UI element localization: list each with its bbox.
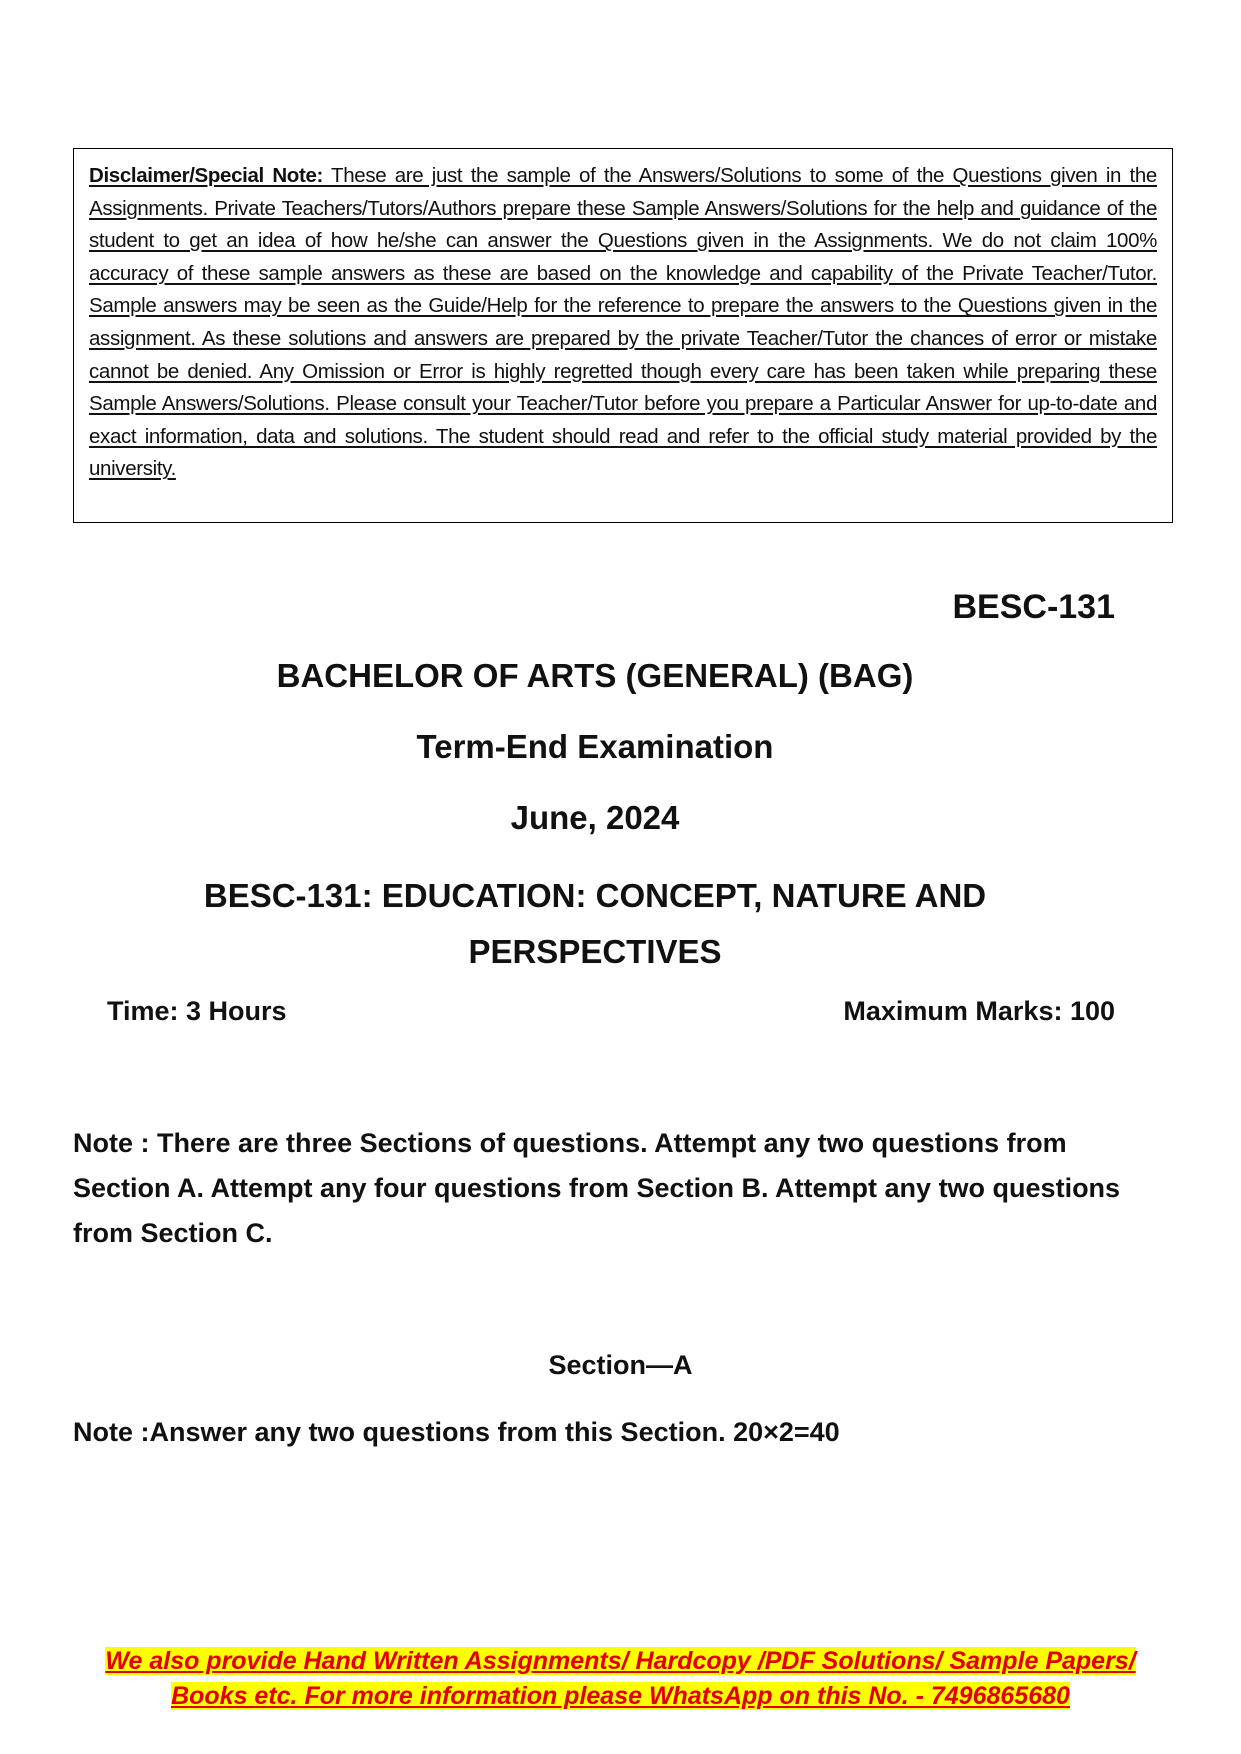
- general-instructions: Note : There are three Sections of questions. Attempt any two questions from Section A. Attempt any four questions from Section B. Attempt any two questions from Section C.: [73, 1128, 1121, 1248]
- disclaimer-label: Disclaimer/Special Note:: [89, 164, 323, 187]
- exam-type: Term-End Examination: [416, 728, 774, 765]
- exam-meta: [107, 996, 1115, 1027]
- section-a-note: Note :Answer any two questions from this Section. 20×2=40: [73, 1417, 840, 1447]
- degree-title: BACHELOR OF ARTS (GENERAL) (BAG): [276, 657, 914, 694]
- promo-line-2: Books etc. For more information please WhatsApp on this No. - 7496865680: [171, 1682, 1070, 1710]
- disclaimer-box: [73, 148, 1173, 523]
- disclaimer-body: These are just the sample of the Answers/Solutions to some of the Questions given in the Assignments. Private Teachers/Tutors/Authors prepare these Sample Answers/Solutions for the help and guidance of the student to get an idea of how he/she can answer the Questions given in the Assignments. We do not claim 100% accuracy of these sample answers as these are based on the knowledge and capability of the Private Teacher/Tutor. Sample answers may be seen as the Guide/Help for the reference to prepare the answers to the Questions given in the assignment. As these solutions and answers are prepared by the private Teacher/Tutor the chances of error or mistake cannot be denied. Any Omission or Error is highly regretted though every care has been taken while preparing these Sample Answers/Solutions. Please consult your Teacher/Tutor before you prepare a Particular Answer for up-to-date and exact information, data and solutions. The student should read and refer to the official study material provided by the university.: [89, 164, 1157, 481]
- maximum-marks: Maximum Marks: 100: [843, 996, 1115, 1026]
- course-code: BESC-131: [952, 588, 1115, 626]
- paper-title: BESC-131: EDUCATION: CONCEPT, NATURE AND PERSPECTIVES: [203, 877, 987, 970]
- exam-duration: Time: 3 Hours: [107, 996, 287, 1026]
- exam-date: June, 2024: [510, 799, 680, 836]
- promo-banner: [0, 1644, 1241, 1714]
- disclaimer-text: [89, 160, 1157, 486]
- section-a-heading: Section—A: [548, 1350, 693, 1380]
- promo-line-1: We also provide Hand Written Assignments/ Hardcopy /PDF Solutions/ Sample Papers/: [105, 1647, 1136, 1675]
